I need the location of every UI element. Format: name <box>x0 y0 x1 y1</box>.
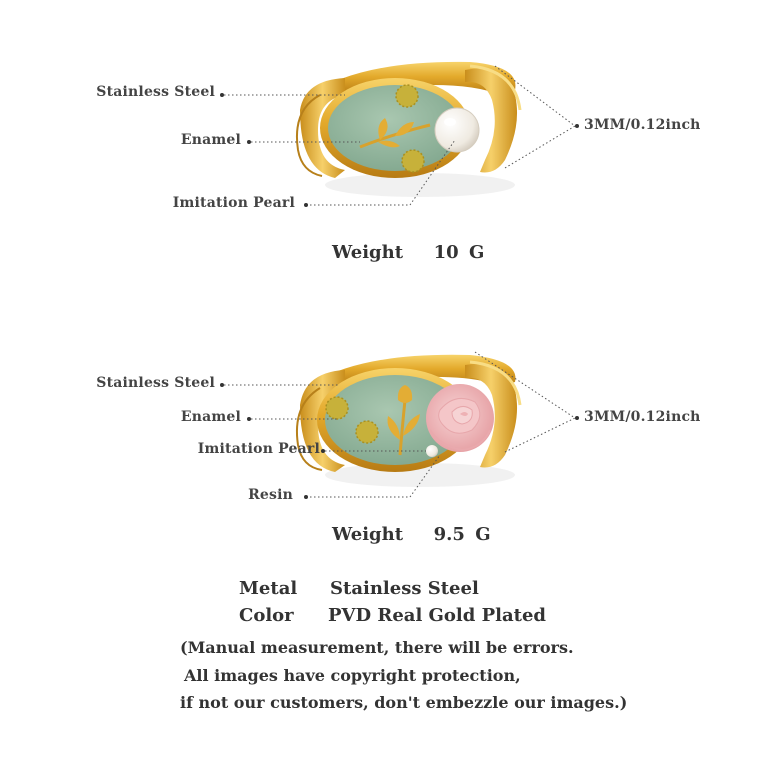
weight-1 <box>332 242 484 263</box>
note-line-2: All images have copyright protection, <box>184 666 521 685</box>
note-line-3: if not our customers, don't embezzle our images.) <box>180 693 628 712</box>
note-line-1: (Manual measurement, there will be errors. <box>180 638 574 657</box>
spec-color-value: PVD Real Gold Plated <box>328 605 547 626</box>
label-resin-2: Resin <box>248 487 293 503</box>
weight-2 <box>332 524 491 545</box>
weight-value-1: 10 <box>433 242 459 263</box>
label-measurement-2: 3MM/0.12inch <box>584 409 701 425</box>
label-enamel-1: Enamel <box>180 132 241 148</box>
label-imitation-pearl-2: Imitation Pearl <box>197 441 320 457</box>
spec-metal-value: Stainless Steel <box>330 578 479 599</box>
ring-1 <box>297 62 520 197</box>
label-enamel-2: Enamel <box>180 409 241 425</box>
label-measurement-1: 3MM/0.12inch <box>584 117 701 133</box>
label-stainless-steel-1: Stainless Steel <box>96 84 215 100</box>
weight-unit-1: G <box>468 242 485 263</box>
label-imitation-pearl-1: Imitation Pearl <box>172 195 295 211</box>
spec-metal-label: Metal <box>239 578 298 599</box>
weight-label-2: Weight <box>332 524 404 545</box>
weight-label-1: Weight <box>332 242 404 263</box>
label-stainless-steel-2: Stainless Steel <box>96 375 215 391</box>
weight-unit-2: G <box>475 524 491 545</box>
spec-color-label: Color <box>239 605 294 626</box>
ring-2 <box>297 355 520 487</box>
weight-value-2: 9.5 <box>433 524 465 545</box>
